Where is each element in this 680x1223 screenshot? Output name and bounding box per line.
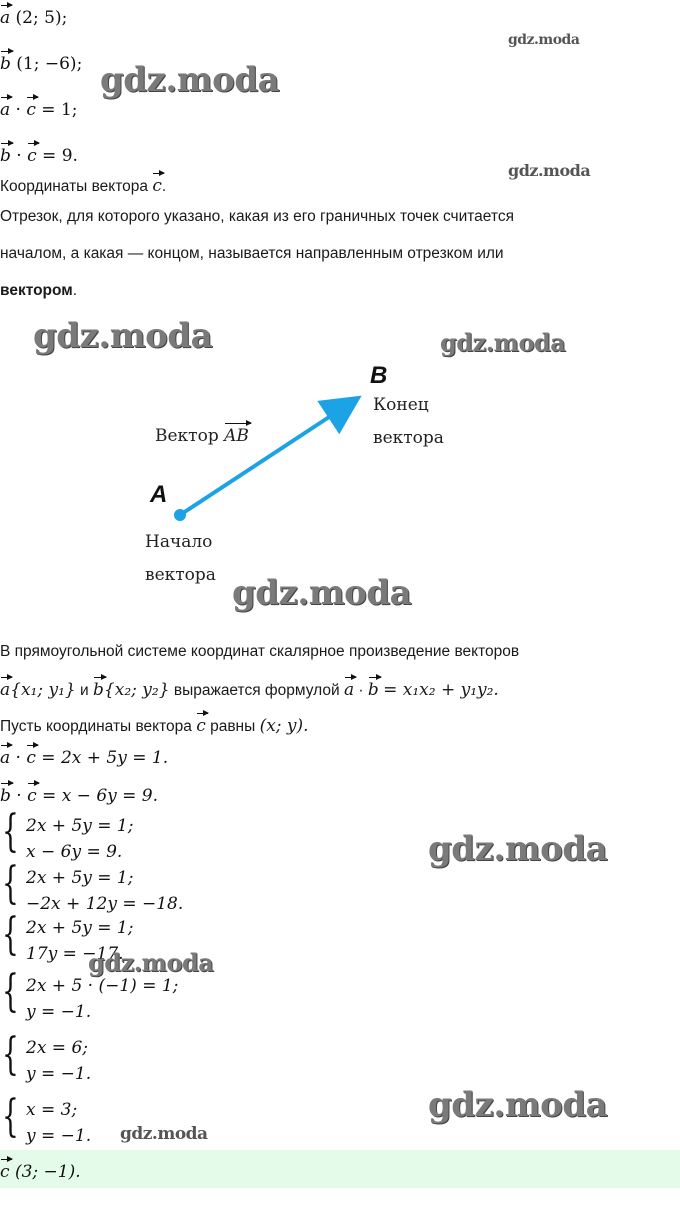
system-2-line-2: −2x + 12y = −18. — [26, 894, 184, 914]
system-6-line-2: y = −1. — [26, 1126, 92, 1146]
system-5-brace: { — [2, 1029, 19, 1080]
given-b-dot-c: b · c = 9. — [0, 140, 78, 166]
watermark: gdz.moda — [440, 328, 566, 357]
vector-a: a — [344, 674, 354, 700]
vector-c: c — [26, 742, 36, 768]
watermark: gdz.moda — [33, 316, 213, 356]
theory-line-3 — [0, 282, 77, 300]
solution-intro-2: a{x₁; y₁} и b{x₂; y₂} выражается формулой a · b = x₁x₂ + y₁y₂. — [0, 674, 499, 700]
end-label-1: Конец — [373, 395, 429, 415]
vector-caption — [155, 420, 249, 446]
system-6-brace: { — [2, 1091, 19, 1142]
vector-caption-text: Вектор — [155, 426, 219, 446]
a-coords: (2; 5); — [15, 8, 68, 28]
system-4-line-1: 2x + 5 · (−1) = 1; — [26, 976, 179, 996]
system-3-line-2: 17y = −17. — [26, 944, 124, 964]
watermark: gdz.moda — [508, 161, 591, 180]
vector-c: c — [26, 94, 36, 120]
vector-a: a — [0, 94, 10, 120]
watermark: gdz.moda — [100, 60, 280, 100]
vector-b: b — [0, 140, 11, 166]
b-general-coords: {x₂; y₂} — [103, 680, 170, 700]
watermark: gdz.moda — [428, 829, 608, 869]
equation-2-text: = x − 6y = 9. — [42, 786, 159, 806]
given-b — [0, 48, 82, 74]
start-point — [174, 509, 186, 521]
vector-c: c — [27, 780, 37, 806]
dot-product-formula: = x₁x₂ + y₁y₂. — [383, 680, 499, 700]
start-label-2: вектора — [145, 565, 216, 585]
answer-highlight — [0, 1150, 680, 1188]
theory-line-3-end: . — [72, 282, 78, 299]
point-b-label: B — [370, 362, 388, 389]
vector-b: b — [93, 674, 104, 700]
theory-line-1: Отрезок, для которого указано, какая из его граничных точек считается — [0, 208, 514, 225]
and-word: и — [80, 682, 89, 699]
let-end: равны — [210, 718, 256, 735]
watermark: gdz.moda — [232, 573, 412, 613]
watermark: gdz.moda — [428, 1085, 608, 1125]
system-5-line-2: y = −1. — [26, 1064, 92, 1084]
system-3-brace: { — [2, 909, 19, 960]
system-2-brace: { — [2, 858, 19, 909]
let-line — [0, 710, 309, 736]
a-dot-c-value: = 1; — [41, 100, 78, 120]
system-1-brace: { — [2, 806, 19, 857]
vector-a: a — [0, 2, 10, 28]
start-label-1: Начало — [145, 532, 213, 552]
let-coords: (x; y). — [259, 716, 309, 736]
b-dot-c-value: = 9. — [42, 146, 78, 166]
a-general-coords: {x₁; y₁} — [10, 680, 76, 700]
vector-ab: AB — [224, 420, 249, 446]
watermark: gdz.moda — [88, 948, 214, 977]
vector-arrow — [180, 400, 355, 515]
solution-intro-1: В прямоугольной системе координат скалярное произведение векторов — [0, 643, 520, 660]
answer — [0, 1156, 81, 1182]
system-1-line-1: 2x + 5y = 1; — [26, 816, 134, 836]
point-a-label: A — [150, 481, 168, 508]
end-label-2: вектора — [373, 428, 444, 448]
vector-b: b — [0, 48, 11, 74]
vector-c: c — [27, 140, 37, 166]
given-a — [0, 2, 67, 28]
vector-b: b — [0, 780, 11, 806]
given-a-dot-c: a · c = 1; — [0, 94, 78, 120]
system-4-line-2: y = −1. — [26, 1002, 92, 1022]
answer-coords: (3; −1). — [14, 1162, 81, 1182]
equation-2: b · c = x − 6y = 9. — [0, 780, 158, 806]
vector-c: c — [152, 170, 162, 196]
question-label: Координаты вектора — [0, 178, 149, 195]
system-5-line-1: 2x = 6; — [26, 1038, 88, 1058]
system-3-line-1: 2x + 5y = 1; — [26, 918, 134, 938]
system-6-line-1: x = 3; — [26, 1100, 78, 1120]
theory-line-2: началом, а какая — концом, называется направленным отрезком или — [0, 245, 504, 262]
question — [0, 170, 166, 196]
b-coords: (1; −6); — [16, 54, 83, 74]
vector-term: вектором — [0, 282, 73, 299]
vector-b: b — [368, 674, 379, 700]
system-2-line-1: 2x + 5y = 1; — [26, 868, 134, 888]
system-1-line-2: x − 6y = 9. — [26, 842, 123, 862]
vector-a: a — [0, 742, 10, 768]
vector-c: c — [196, 710, 206, 736]
question-end: . — [161, 178, 167, 195]
formula-text: выражается формулой — [173, 682, 340, 699]
system-4-brace: { — [2, 966, 19, 1017]
equation-1: a · c = 2x + 5y = 1. — [0, 742, 168, 768]
vector-c: c — [0, 1156, 10, 1182]
let-text: Пусть координаты вектора — [0, 718, 192, 735]
equation-1-text: = 2x + 5y = 1. — [41, 748, 169, 768]
watermark: gdz.moda — [120, 1124, 208, 1144]
vector-a: a — [0, 674, 10, 700]
watermark: gdz.moda — [508, 32, 580, 48]
